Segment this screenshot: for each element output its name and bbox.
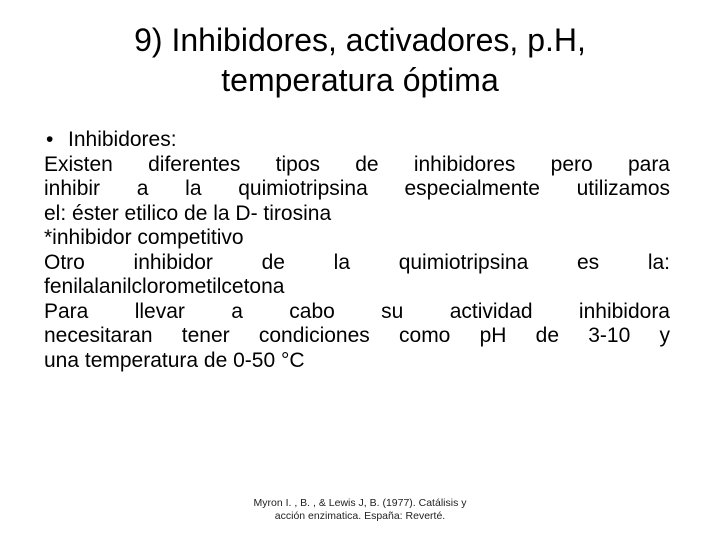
slide-title (60, 20, 660, 100)
body-line-7: Para llevar a cabo su actividad inhibidora (44, 299, 670, 323)
slide-title-line-2: temperatura óptima (221, 62, 499, 98)
slide-title-line-1: 9) Inhibidores, activadores, p.H, (134, 22, 586, 58)
body-line-8: necesitaran tener condiciones como pH de 3-10 y (44, 324, 670, 347)
body-line-6: fenilalanilclorometilcetona (44, 275, 285, 298)
bullet-icon: • (46, 128, 54, 151)
citation-line-1: Myron I. , B. , & Lewis J, B. (1977). Catálisis y (253, 497, 467, 509)
body-line-5: Otro inhibidor de la quimiotripsina es la: (44, 250, 670, 274)
body-line-3: el: éster etilico de la D- tirosina (44, 201, 332, 225)
body-line-2: inhibir a la quimiotripsina especialmente utilizamos (44, 177, 670, 200)
citation (230, 497, 490, 523)
bullet-heading: Inhibidores: (68, 128, 177, 151)
citation-line-2: acción enzimatica. España: Reverté. (274, 510, 446, 522)
body-line-9: una temperatura de 0-50 °C (44, 348, 305, 372)
slide-body (44, 128, 670, 373)
bullet-item (44, 128, 670, 153)
body-line-4: *inhibidor competitivo (44, 226, 244, 249)
body-line-1: Existen diferentes tipos de inhibidores pero para (44, 152, 670, 176)
